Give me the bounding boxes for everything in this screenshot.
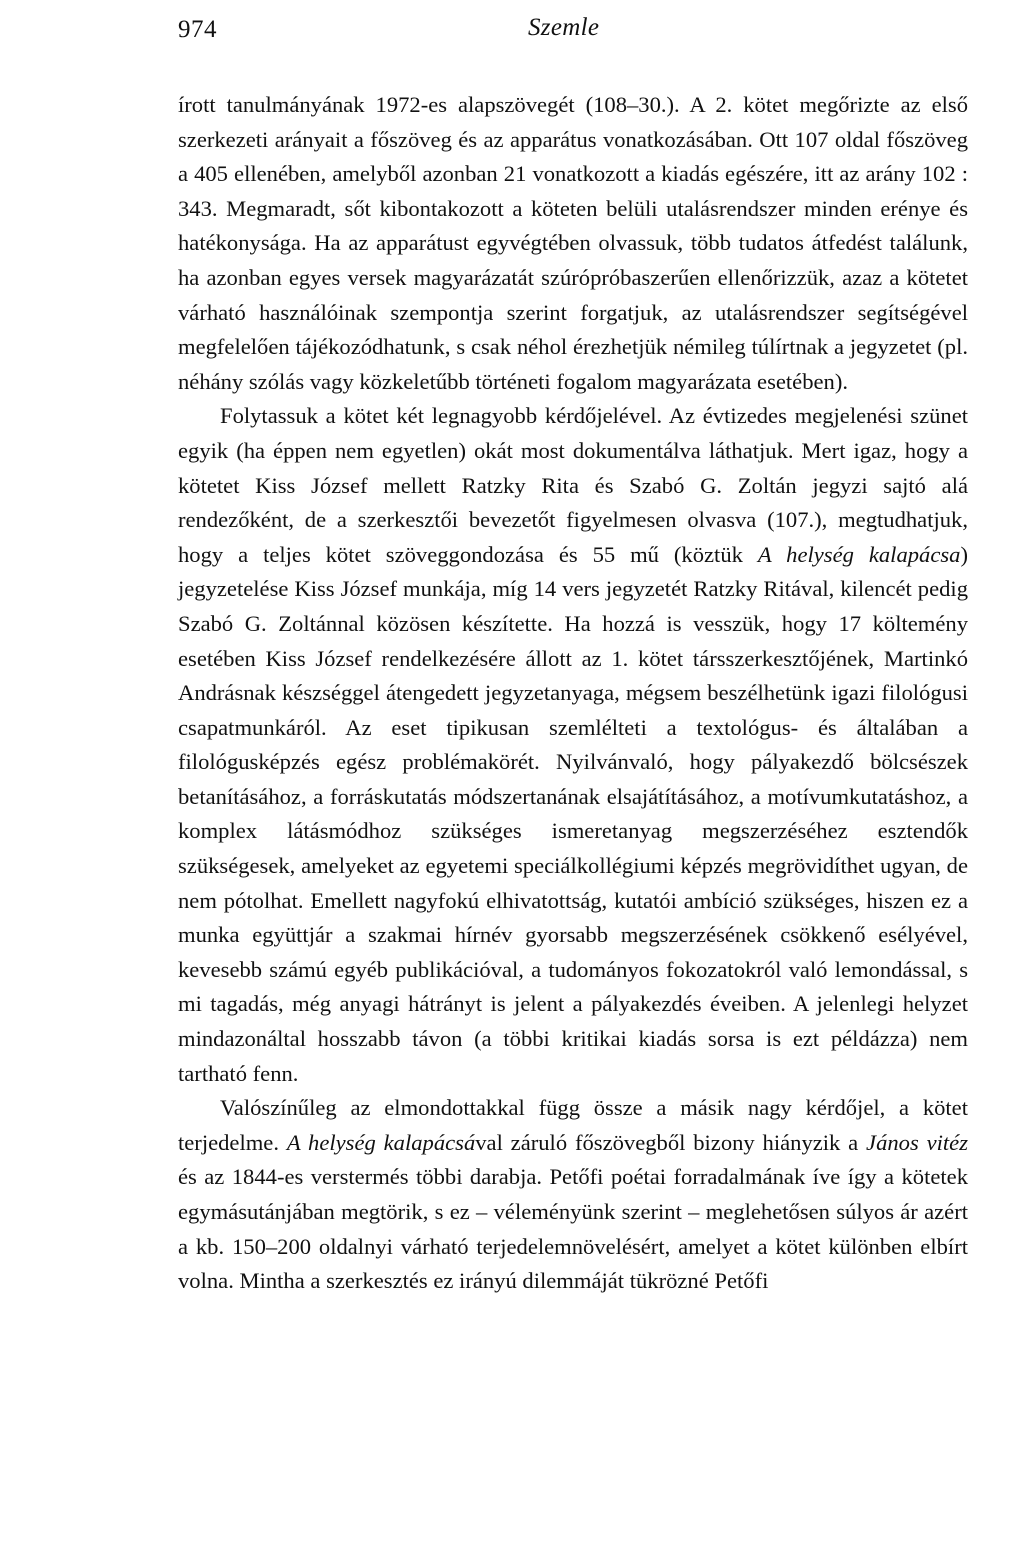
work-title-janos-vitez: János vitéz — [866, 1129, 968, 1155]
journal-title: Szemle — [528, 14, 600, 41]
work-title-helyseg-kalapacsa: A helység kalapácsa — [757, 541, 961, 567]
work-title-helyseg-kalapacsa-2: A helység kalapácsá — [286, 1129, 476, 1155]
page-number: 974 — [178, 16, 217, 43]
paragraph-2-text-b: ) jegyzetelése Kiss József munkája, míg 14 vers jegyzetét Ratzky Ritával, kilencét pedig Szabó G. Zoltánnal közösen készítette. Ha hozzá is vesszük, hogy 17 költemény esetében Kiss József rendelkezésére állott az 1. kötet társszerkesztőjének, Martinkó Andrásnak készséggel átengedett jegyzetanyaga, mégsem beszélhetünk igazi filológusi csapatmunkáról. Az eset tipikusan szemlélteti a textológus- és általában a filológusképzés egész problémakörét. Nyilvánvaló, hogy pályakezdő bölcsészek betanításához, a forráskutatás módszertanának elsajátításához, a motívumkutatáshoz, a komplex látásmódhoz szükséges ismeretanyag megszerzéséhez esztendők szükségesek, amelyeket az egyetemi speciálkollégiumi képzés megrövidíthet ugyan, de nem pótolhat. Emellett nagyfokú elhivatottság, kutatói ambíció szükséges, hiszen ez a munka együttjár a szakmai hírnév gyorsabb megszerzésének csökkenő esélyével, kevesebb számú egyéb publikációval, a tudományos fokozatokról való lemondással, s mi tagadás, még anyagi hátrányt is jelent a pályakezdés éveiben. A jelenlegi helyzet mindazonáltal hosszabb távon (a többi kritikai kiadás sorsa is ezt példázza) nem tartható fenn. — [178, 541, 968, 1086]
paragraph-3 — [178, 1091, 968, 1299]
paragraph-3-text-a: Valószínűleg az elmondottakkal függ össze a másik nagy kérdőjel, a kötet terjedelme. — [178, 1095, 968, 1155]
paragraph-1-text: írott tanulmányának 1972-es alapszövegét (108–30.). A 2. kötet megőrizte az első szerkezeti arányait a főszöveg és az apparátus vonatkozásában. Ott 107 oldal főszöveg a 405 ellenében, amelyből azonban 21 vonatkozott a kiadás egészére, itt az arány 102 : 343. Megmaradt, sőt kibontakozott a köteten belüli utalásrendszer minden erénye és hatékonysága. Ha az apparátust egyvégtében olvassuk, több tudatos átfedést találunk, ha azonban egyes versek magyarázatát szúrópróbaszerűen ellenőrizzük, azaz a kötetet várható használóinak szempontja szerint forgatjuk, az utalásrendszer segítségével megfelelően tájékozódhatunk, s csak néhol érezhetjük némileg túlírtnak a jegyzetet (pl. néhány szólás vagy közkeletűbb történeti fogalom magyarázata esetében). — [178, 92, 968, 394]
paragraph-2 — [178, 399, 968, 1091]
document-page — [178, 0, 968, 1294]
paragraph-1 — [178, 88, 968, 399]
article-body — [178, 88, 968, 1299]
paragraph-2-text-a: Folytassuk a kötet két legnagyobb kérdőjelével. Az évtizedes megjelenési szünet egyik (ha éppen nem egyetlen) okát most dokumentálva láthatjuk. Mert igaz, hogy a kötetet Kiss József mellett Ratzky Rita és Szabó G. Zoltán jegyzi sajtó alá rendezőként, de a szerkesztői bevezetőt figyelmesen olvasva (107.), megtudhatjuk, hogy a teljes kötet szöveggondozása és 55 mű (köztük — [178, 403, 968, 567]
paragraph-3-text-b: val záruló főszövegből bizony hiányzik a — [475, 1129, 867, 1155]
paragraph-3-text-c: és az 1844-es verstermés többi darabja. Petőfi poétai forradalmának íve így a kötetek egymásutánjában megtörik, s ez – véleményünk szerint – meglehetősen súlyos ár azért a kb. 150–200 oldalnyi várható terjedelemnövelésért, amelyet a kötet különben elbírt volna. Mintha a szerkesztés ez irányú dilemmáját tükrözné Petőfi — [178, 1164, 968, 1294]
running-header — [178, 0, 968, 60]
